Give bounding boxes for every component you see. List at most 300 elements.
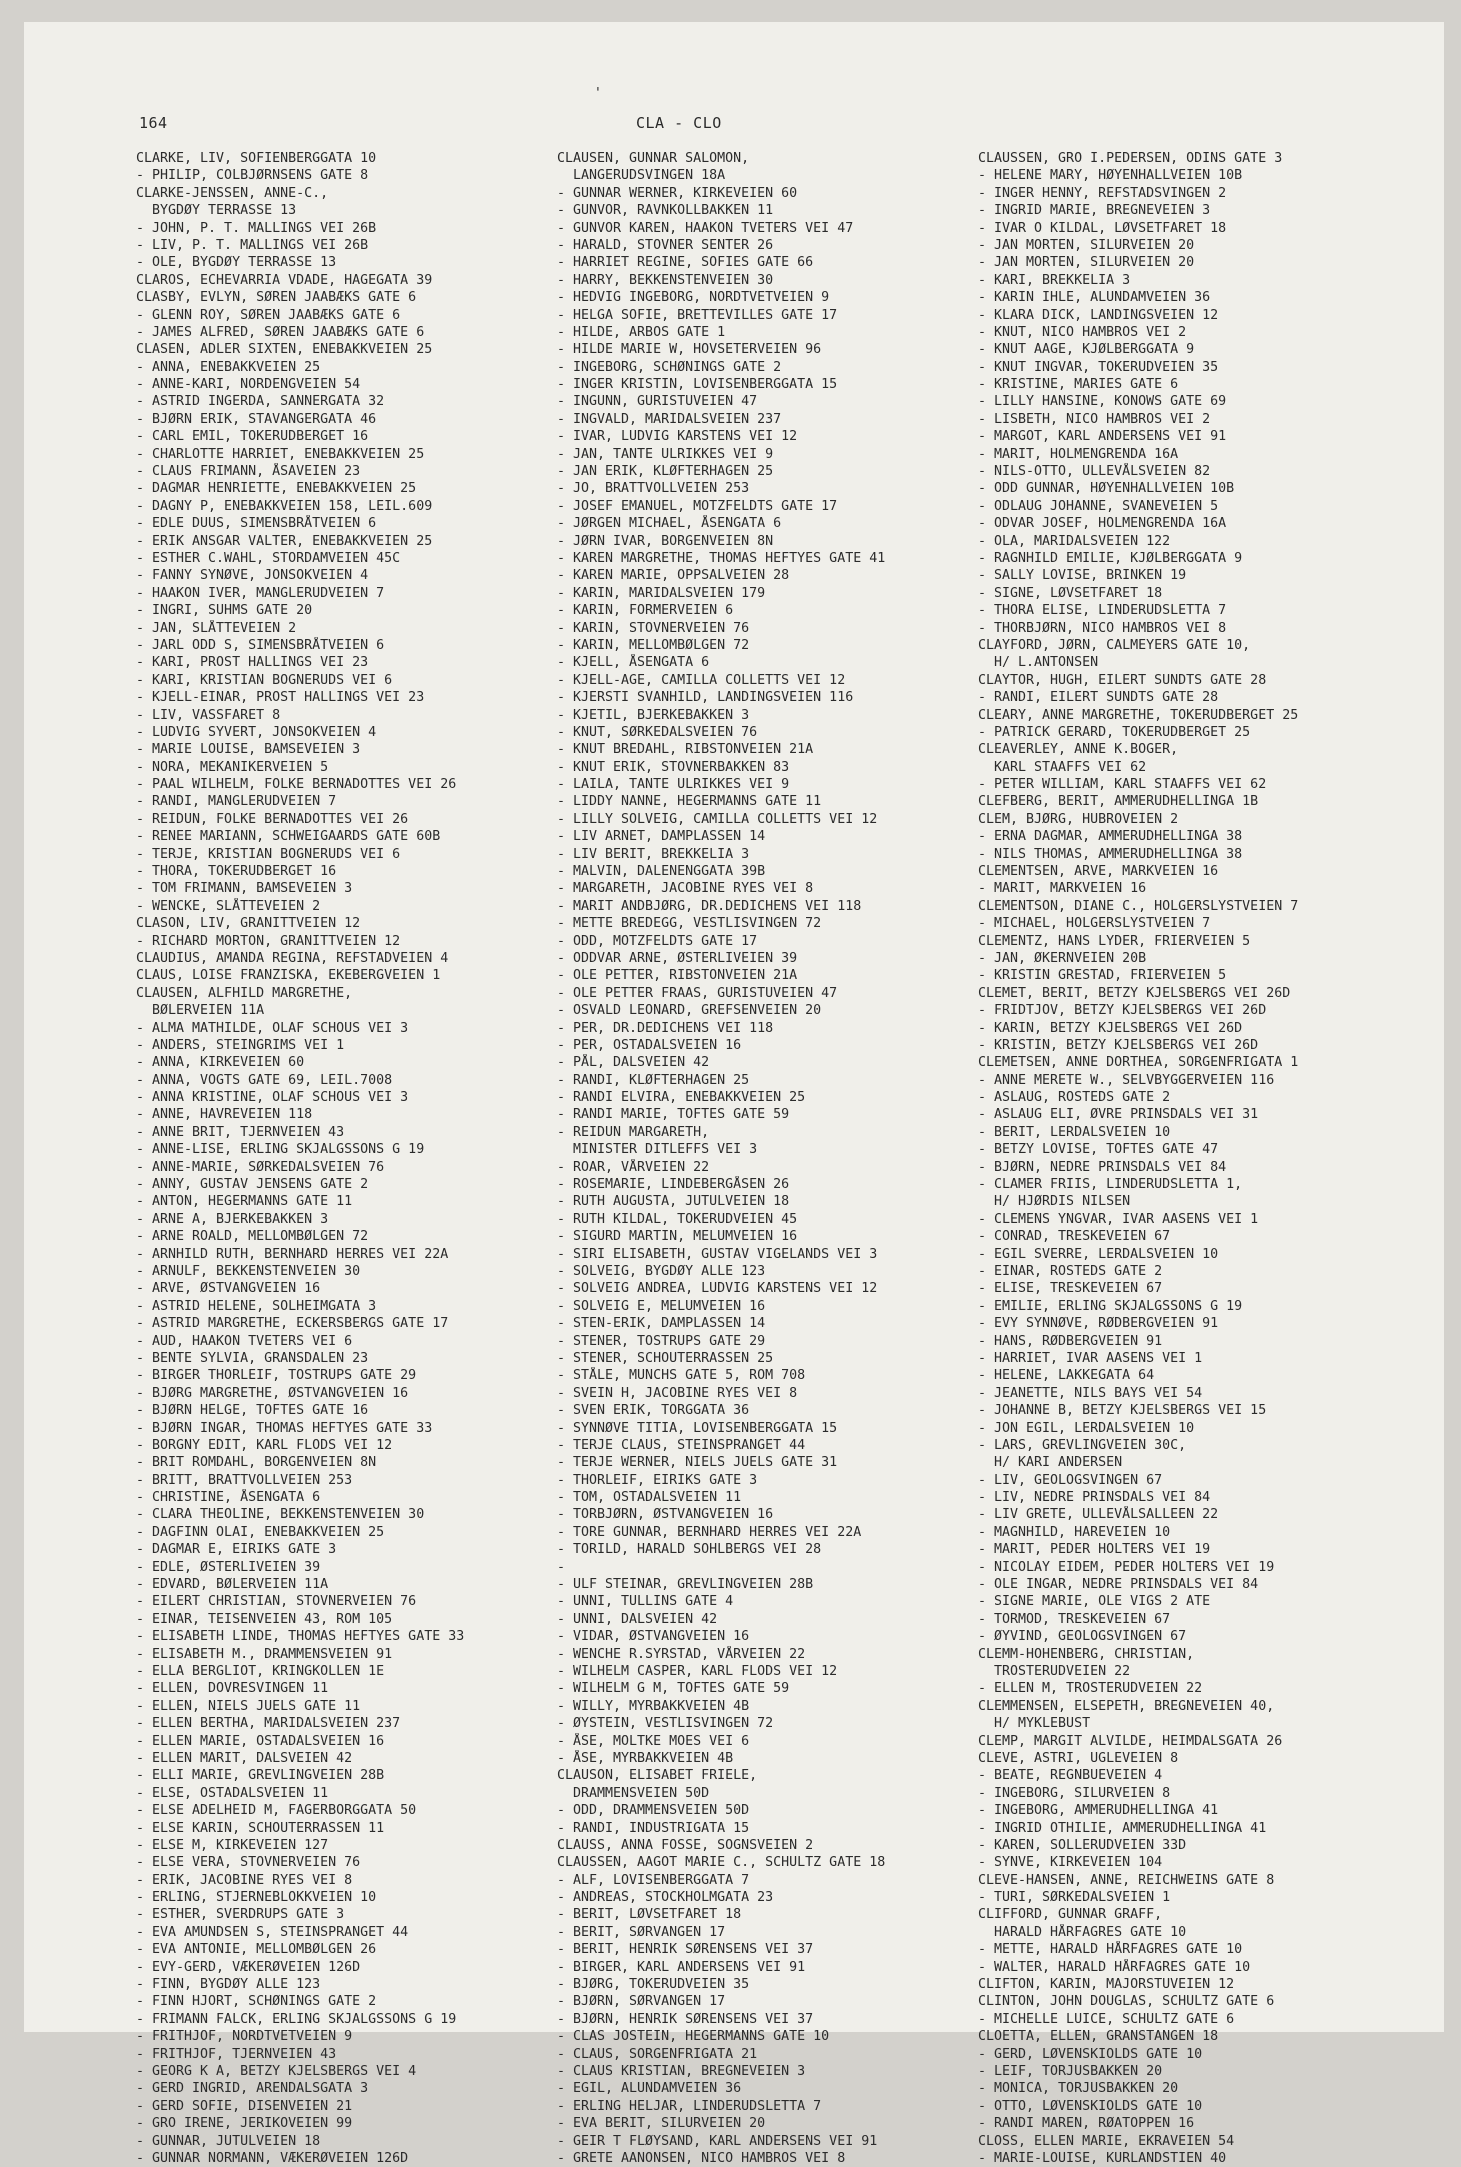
listing-line: CLOETTA, ELLEN, GRANSTANGEN 18 — [978, 2029, 1219, 2045]
listing-line: CLAYFORD, JØRN, CALMEYERS GATE 10, — [978, 637, 1251, 653]
listing-line: H/ KARI ANDERSEN — [978, 1455, 1123, 1471]
listing-line: - ELISE, TRESKEVEIEN 67 — [978, 1281, 1163, 1297]
listing-line: - EVA ANTONIE, MELLOMBØLGEN 26 — [136, 1942, 377, 1958]
listing-line: - PHILIP, COLBJØRNSENS GATE 8 — [136, 168, 369, 184]
listing-line: - CHARLOTTE HARRIET, ENEBAKKVEIEN 25 — [136, 446, 425, 462]
listing-line: - RANDI ELVIRA, ENEBAKKVEIEN 25 — [557, 1090, 806, 1106]
listing-line: - LILLY HANSINE, KONOWS GATE 69 — [978, 394, 1227, 410]
listing-line: - JØRN IVAR, BORGENVEIEN 8N — [557, 533, 774, 549]
listing-line: - CARL EMIL, TOKERUDBERGET 16 — [136, 429, 369, 445]
listing-line: - FRITHJOF, TJERNVEIEN 43 — [136, 2046, 337, 2062]
listing-line: CLEMETSEN, ANNE DORTHEA, SORGENFRIGATA 1 — [978, 1055, 1299, 1071]
listing-line: DRAMMENSVEIEN 50D — [557, 1785, 710, 1801]
listing-line: - NILS THOMAS, AMMERUDHELLINGA 38 — [978, 846, 1243, 862]
listing-line: - THORA ELISE, LINDERUDSLETTA 7 — [978, 603, 1227, 619]
listing-line: - BERIT, HENRIK SØRENSENS VEI 37 — [557, 1942, 814, 1958]
listing-line: - SIGURD MARTIN, MELUMVEIEN 16 — [557, 1229, 798, 1245]
listing-line: - ANNA, VOGTS GATE 69, LEIL.7008 — [136, 1072, 393, 1088]
listing-line: - ANNE-KARI, NORDENGVEIEN 54 — [136, 377, 361, 393]
listing-line: - ELLEN BERTHA, MARIDALSVEIEN 237 — [136, 1716, 401, 1732]
listing-line: - TORMOD, TRESKEVEIEN 67 — [978, 1611, 1171, 1627]
listing-line: CLEMP, MARGIT ALVILDE, HEIMDALSGATA 26 — [978, 1733, 1283, 1749]
listing-line: CLAUSS, ANNA FOSSE, SOGNSVEIEN 2 — [557, 1837, 814, 1853]
listing-line: CLEMET, BERIT, BETZY KJELSBERGS VEI 26D — [978, 985, 1291, 1001]
column-right — [978, 150, 1408, 2167]
listing-line: - OLE PETTER, RIBSTONVEIEN 21A — [557, 968, 798, 984]
listing-line: - KNUT BREDAHL, RIBSTONVEIEN 21A — [557, 742, 814, 758]
listing-line: - MARIT, HOLMENGRENDA 16A — [978, 446, 1179, 462]
listing-line: - BJØRN HELGE, TOFTES GATE 16 — [136, 1403, 369, 1419]
listing-line: CLEARY, ANNE MARGRETHE, TOKERUDBERGET 25 — [978, 707, 1299, 723]
listing-line: - RUTH KILDAL, TOKERUDVEIEN 45 — [557, 1211, 798, 1227]
listing-line: - JOHANNE B, BETZY KJELSBERGS VEI 15 — [978, 1403, 1267, 1419]
listing-line: - BORGNY EDIT, KARL FLODS VEI 12 — [136, 1437, 393, 1453]
listing-line: - ODD, MOTZFELDTS GATE 17 — [557, 933, 758, 949]
listing-line: CLIFTON, KARIN, MAJORSTUVEIEN 12 — [978, 1977, 1235, 1993]
listing-line: - PER, DR.DEDICHENS VEI 118 — [557, 1020, 774, 1036]
listing-line: - MARIE LOUISE, BAMSEVEIEN 3 — [136, 742, 361, 758]
listing-line: - ANNA, ENEBAKKVEIEN 25 — [136, 359, 321, 375]
listing-line: - LUDVIG SYVERT, JONSOKVEIEN 4 — [136, 724, 377, 740]
listing-line: - ELISABETH M., DRAMMENSVEIEN 91 — [136, 1646, 393, 1662]
listing-line: - EMILIE, ERLING SKJALGSSONS G 19 — [978, 1298, 1243, 1314]
listing-line: - ANNE BRIT, TJERNVEIEN 43 — [136, 1124, 345, 1140]
listing-line: - ROSEMARIE, LINDEBERGÅSEN 26 — [557, 1177, 790, 1193]
listing-line: - RANDI MAREN, RØATOPPEN 16 — [978, 2116, 1195, 2132]
listing-line: - KJELL, ÅSENGATA 6 — [557, 655, 710, 671]
listing-line: - UNNI, TULLINS GATE 4 — [557, 1594, 734, 1610]
listing-line: - CLAUS, SORGENFRIGATA 21 — [557, 2046, 758, 2062]
listing-line: - ELLA BERGLIOT, KRINGKOLLEN 1E — [136, 1663, 385, 1679]
listing-line: - LEIF, TORJUSBAKKEN 20 — [978, 2063, 1163, 2079]
listing-line: - — [557, 1559, 566, 1575]
listing-line: - HARRIET REGINE, SOFIES GATE 66 — [557, 255, 814, 271]
listing-line: - ODLAUG JOHANNE, SVANEVEIEN 5 — [978, 498, 1219, 514]
listing-line: BYGDØY TERRASSE 13 — [136, 203, 297, 219]
listing-line: - STEN-ERIK, DAMPLASSEN 14 — [557, 1316, 766, 1332]
listing-line: - NICOLAY EIDEM, PEDER HOLTERS VEI 19 — [978, 1559, 1275, 1575]
listing-line: - ELLEN, DOVRESVINGEN 11 — [136, 1681, 329, 1697]
listing-line: - WILHELM G M, TOFTES GATE 59 — [557, 1681, 790, 1697]
listing-line: - ARVE, ØSTVANGVEIEN 16 — [136, 1281, 321, 1297]
listing-line: - HELENE, LAKKEGATA 64 — [978, 1368, 1155, 1384]
listing-line: - BRIT ROMDAHL, BORGENVEIEN 8N — [136, 1455, 377, 1471]
listing-line: - GRETE AANONSEN, NICO HAMBROS VEI 8 — [557, 2150, 846, 2166]
listing-line: - KNUT ERIK, STOVNERBAKKEN 83 — [557, 759, 790, 775]
listing-line: - INGEBORG, AMMERUDHELLINGA 41 — [978, 1803, 1219, 1819]
listing-line: - ANNE, HAVREVEIEN 118 — [136, 1107, 313, 1123]
listing-line: CLEMENTZ, HANS LYDER, FRIERVEIEN 5 — [978, 933, 1251, 949]
column-left — [136, 150, 566, 2167]
listing-line: - ROAR, VÅRVEIEN 22 — [557, 1159, 710, 1175]
listing-line: - GUNNAR, JUTULVEIEN 18 — [136, 2133, 321, 2149]
listing-line: CLAUSEN, ALFHILD MARGRETHE, — [136, 985, 353, 1001]
listing-line: CLAUS, LOISE FRANZISKA, EKEBERGVEIEN 1 — [136, 968, 441, 984]
listing-line: KARL STAAFFS VEI 62 — [978, 759, 1147, 775]
listing-line: - BJØRG MARGRETHE, ØSTVANGVEIEN 16 — [136, 1385, 409, 1401]
listing-line: - CLAUS FRIMANN, ÅSAVEIEN 23 — [136, 464, 361, 480]
listing-line: - MICHELLE LUICE, SCHULTZ GATE 6 — [978, 2011, 1235, 2027]
listing-line: - FRIMANN FALCK, ERLING SKJALGSSONS G 19 — [136, 2011, 457, 2027]
listing-line: - CLEMENS YNGVAR, IVAR AASENS VEI 1 — [978, 1211, 1259, 1227]
listing-line: - MARIT, MARKVEIEN 16 — [978, 881, 1147, 897]
listing-line: - JAMES ALFRED, SØREN JAABÆKS GATE 6 — [136, 324, 425, 340]
listing-line: - INGRID MARIE, BREGNEVEIEN 3 — [978, 203, 1211, 219]
listing-line: - SOLVEIG, BYGDØY ALLE 123 — [557, 1264, 766, 1279]
listing-line: - ELLEN MARIE, OSTADALSVEIEN 16 — [136, 1733, 385, 1749]
listing-line: - NORA, MEKANIKERVEIEN 5 — [136, 759, 329, 775]
listing-line: - LILLY SOLVEIG, CAMILLA COLLETTS VEI 12 — [557, 811, 878, 827]
listing-line: - JAN ERIK, KLØFTERHAGEN 25 — [557, 464, 774, 480]
listing-line: - TURI, SØRKEDALSVEIEN 1 — [978, 1890, 1171, 1906]
directory-page — [24, 22, 1444, 2166]
listing-line: CLEVE, ASTRI, UGLEVEIEN 8 — [978, 1750, 1179, 1766]
listing-line: - WALTER, HARALD HÅRFAGRES GATE 10 — [978, 1959, 1251, 1975]
listing-line: - THORLEIF, EIRIKS GATE 3 — [557, 1472, 758, 1488]
listing-line: - ELSE KARIN, SCHOUTERRASSEN 11 — [136, 1820, 385, 1836]
listing-line: - KARIN, BETZY KJELSBERGS VEI 26D — [978, 1020, 1243, 1036]
listing-line: - HAAKON IVER, MANGLERUDVEIEN 7 — [136, 585, 385, 601]
listing-line: - FINN HJORT, SCHØNINGS GATE 2 — [136, 1994, 377, 2010]
listing-line: - ØYVIND, GEOLOGSVINGEN 67 — [978, 1629, 1187, 1645]
listing-line: - ASLAUG ELI, ØVRE PRINSDALS VEI 31 — [978, 1107, 1259, 1123]
listing-line: - RANDI, INDUSTRIGATA 15 — [557, 1820, 750, 1836]
listing-line: - OLE, BYGDØY TERRASSE 13 — [136, 255, 337, 271]
listing-line: - JEANETTE, NILS BAYS VEI 54 — [978, 1385, 1203, 1401]
listing-line: - KARIN IHLE, ALUNDAMVEIEN 36 — [978, 290, 1211, 306]
listing-line: - CLARA THEOLINE, BEKKENSTENVEIEN 30 — [136, 1507, 425, 1523]
listing-line: CLASBY, EVLYN, SØREN JAABÆKS GATE 6 — [136, 290, 417, 306]
listing-line: CLINTON, JOHN DOUGLAS, SCHULTZ GATE 6 — [978, 1994, 1275, 2010]
listing-line: - PAAL WILHELM, FOLKE BERNADOTTES VEI 26 — [136, 777, 457, 793]
listing-line: - BIRGER, KARL ANDERSENS VEI 91 — [557, 1959, 806, 1975]
listing-line: MINISTER DITLEFFS VEI 3 — [557, 1142, 758, 1158]
listing-line: CLEM, BJØRG, HUBROVEIEN 2 — [978, 811, 1179, 827]
listing-line: - LIV, VASSFARET 8 — [136, 707, 281, 723]
listing-line: - LAILA, TANTE ULRIKKES VEI 9 — [557, 777, 790, 793]
listing-line: - GRO IRENE, JERIKOVEIEN 99 — [136, 2116, 353, 2132]
listing-line: - ARNE A, BJERKEBAKKEN 3 — [136, 1211, 329, 1227]
listing-line: LANGERUDSVINGEN 18A — [557, 168, 726, 184]
listing-line: - BERIT, SØRVANGEN 17 — [557, 1924, 726, 1940]
listing-line: - SVEN ERIK, TORGGATA 36 — [557, 1403, 750, 1419]
listing-line: - GUNNAR WERNER, KIRKEVEIEN 60 — [557, 185, 798, 201]
listing-line: - EINAR, TEISENVEIEN 43, ROM 105 — [136, 1611, 393, 1627]
listing-line: - ALF, LOVISENBERGGATA 7 — [557, 1872, 750, 1888]
listing-line: - ELSE VERA, STOVNERVEIEN 76 — [136, 1855, 361, 1871]
listing-line: CLAUSSEN, AAGOT MARIE C., SCHULTZ GATE 18 — [557, 1855, 886, 1871]
listing-line: - ERLING HELJAR, LINDERUDSLETTA 7 — [557, 2098, 822, 2114]
listing-line: - OTTO, LØVENSKIOLDS GATE 10 — [978, 2098, 1203, 2114]
listing-line: - ODD GUNNAR, HØYENHALLVEIEN 10B — [978, 481, 1235, 497]
listing-line: - ELLEN M, TROSTERUDVEIEN 22 — [978, 1681, 1203, 1697]
listing-line: - KNUT, SØRKEDALSVEIEN 76 — [557, 724, 758, 740]
listing-line: - STENER, SCHOUTERRASSEN 25 — [557, 1350, 774, 1366]
listing-line: - KJELL-AGE, CAMILLA COLLETTS VEI 12 — [557, 672, 846, 688]
listing-line: CLARKE-JENSSEN, ANNE-C., — [136, 185, 329, 201]
listing-line: - BERIT, LØVSETFARET 18 — [557, 1907, 742, 1923]
listing-line: - INGVALD, MARIDALSVEIEN 237 — [557, 411, 782, 427]
listing-line: - CHRISTINE, ÅSENGATA 6 — [136, 1490, 321, 1506]
listing-line: - BENTE SYLVIA, GRANSDALEN 23 — [136, 1350, 369, 1366]
listing-line: - LISBETH, NICO HAMBROS VEI 2 — [978, 411, 1211, 427]
listing-line: CLASEN, ADLER SIXTEN, ENEBAKKVEIEN 25 — [136, 342, 433, 358]
listing-line: - MICHAEL, HOLGERSLYSTVEIEN 7 — [978, 916, 1211, 932]
listing-line: - ANNE MERETE W., SELVBYGGERVEIEN 116 — [978, 1072, 1275, 1088]
listing-line: CLAUSON, ELISABET FRIELE, — [557, 1768, 758, 1784]
listing-line: - ALMA MATHILDE, OLAF SCHOUS VEI 3 — [136, 1020, 409, 1036]
listing-line: - RENEE MARIANN, SCHWEIGAARDS GATE 60B — [136, 829, 441, 845]
listing-line: - HEDVIG INGEBORG, NORDTVETVEIEN 9 — [557, 290, 830, 306]
listing-line: - MARIT ANDBJØRG, DR.DEDICHENS VEI 118 — [557, 898, 862, 914]
listing-line: - TERJE CLAUS, STEINSPRANGET 44 — [557, 1437, 806, 1453]
listing-line: - LARS, GREVLINGVEIEN 30C, — [978, 1437, 1187, 1453]
listing-line: - GUNNAR NORMANN, VÆKERØVEIEN 126D — [136, 2150, 409, 2166]
listing-line: CLASON, LIV, GRANITTVEIEN 12 — [136, 916, 361, 932]
listing-line: - TOM, OSTADALSVEIEN 11 — [557, 1490, 742, 1506]
listing-line: - ARNHILD RUTH, BERNHARD HERRES VEI 22A — [136, 1246, 449, 1262]
listing-line: H/ L.ANTONSEN — [978, 655, 1099, 671]
listing-line: - OSVALD LEONARD, GREFSENVEIEN 20 — [557, 1003, 822, 1019]
listing-line: - STENER, TOSTRUPS GATE 29 — [557, 1333, 766, 1349]
listing-line: - MONICA, TORJUSBAKKEN 20 — [978, 2081, 1179, 2097]
listing-line: - EDVARD, BØLERVEIEN 11A — [136, 1577, 329, 1593]
listing-line: - OLA, MARIDALSVEIEN 122 — [978, 533, 1171, 549]
listing-line: - PETER WILLIAM, KARL STAAFFS VEI 62 — [978, 777, 1267, 793]
listing-line: - IVAR O KILDAL, LØVSETFARET 18 — [978, 220, 1227, 236]
listing-line: - KNUT INGVAR, TOKERUDVEIEN 35 — [978, 359, 1219, 375]
listing-line: - ANNA KRISTINE, OLAF SCHOUS VEI 3 — [136, 1090, 409, 1106]
listing-line: - KAREN MARGRETHE, THOMAS HEFTYES GATE 41 — [557, 550, 886, 566]
listing-line: - SIGNE, LØVSETFARET 18 — [978, 585, 1163, 601]
listing-line: - HARRIET, IVAR AASENS VEI 1 — [978, 1350, 1203, 1366]
listing-line: - PATRICK GERARD, TOKERUDBERGET 25 — [978, 724, 1251, 740]
listing-line: - THORA, TOKERUDBERGET 16 — [136, 864, 337, 880]
listing-line: - GERD INGRID, ARENDALSGATA 3 — [136, 2081, 369, 2097]
listing-line: - ELLEN, NIELS JUELS GATE 11 — [136, 1698, 361, 1714]
listing-line: - INGEBORG, SILURVEIEN 8 — [978, 1785, 1171, 1801]
listing-line: - MARIT, PEDER HOLTERS VEI 19 — [978, 1542, 1211, 1558]
listing-line: - KJELL-EINAR, PROST HALLINGS VEI 23 — [136, 690, 425, 706]
listing-line: - RUTH AUGUSTA, JUTULVEIEN 18 — [557, 1194, 790, 1210]
listing-line: - BIRGER THORLEIF, TOSTRUPS GATE 29 — [136, 1368, 417, 1384]
listing-line: - EGIL SVERRE, LERDALSVEIEN 10 — [978, 1246, 1219, 1262]
listing-line: - KNUT AAGE, KJØLBERGGATA 9 — [978, 342, 1195, 358]
listing-line: - KARIN, MARIDALSVEIEN 179 — [557, 585, 766, 601]
listing-line: - LIDDY NANNE, HEGERMANNS GATE 11 — [557, 794, 822, 810]
listing-line: - HANS, RØDBERGVEIEN 91 — [978, 1333, 1163, 1349]
listing-line: - ASTRID HELENE, SOLHEIMGATA 3 — [136, 1298, 377, 1314]
listing-line: HARALD HÅRFAGRES GATE 10 — [978, 1924, 1187, 1940]
column-middle — [557, 150, 987, 2167]
listing-line: - ODVAR JOSEF, HOLMENGRENDA 16A — [978, 516, 1227, 532]
listing-line: - EVY-GERD, VÆKERØVEIEN 126D — [136, 1959, 361, 1975]
page-range-header: CLA - CLO — [636, 114, 722, 132]
listing-line: - SYNNØVE TITIA, LOVISENBERGGATA 15 — [557, 1420, 838, 1436]
listing-line: - GEORG K A, BETZY KJELSBERGS VEI 4 — [136, 2063, 417, 2079]
listing-line: CLEVE-HANSEN, ANNE, REICHWEINS GATE 8 — [978, 1872, 1275, 1888]
listing-line: - ERIK, JACOBINE RYES VEI 8 — [136, 1872, 353, 1888]
listing-line: CLEMM-HOHENBERG, CHRISTIAN, — [978, 1646, 1195, 1662]
listing-line: - HELGA SOFIE, BRETTEVILLES GATE 17 — [557, 307, 838, 323]
listing-line: - FRIDTJOV, BETZY KJELSBERGS VEI 26D — [978, 1003, 1267, 1019]
listing-line: - ELLEN MARIT, DALSVEIEN 42 — [136, 1750, 353, 1766]
listing-line: - ELISABETH LINDE, THOMAS HEFTYES GATE 33 — [136, 1629, 465, 1645]
listing-line: - ASLAUG, ROSTEDS GATE 2 — [978, 1090, 1171, 1106]
listing-line: - DAGMAR HENRIETTE, ENEBAKKVEIEN 25 — [136, 481, 417, 497]
listing-line: CLAUSEN, GUNNAR SALOMON, — [557, 151, 750, 166]
listing-line: - EINAR, ROSTEDS GATE 2 — [978, 1264, 1163, 1279]
listing-line: - KAREN, SOLLERUDVEIEN 33D — [978, 1837, 1187, 1853]
listing-line: - JARL ODD S, SIMENSBRÅTVEIEN 6 — [136, 637, 385, 653]
listing-line: - BETZY LOVISE, TOFTES GATE 47 — [978, 1142, 1219, 1158]
listing-line: - FRITHJOF, NORDTVETVEIEN 9 — [136, 2029, 353, 2045]
listing-line: H/ HJØRDIS NILSEN — [978, 1194, 1131, 1210]
listing-line: - HILDE, ARBOS GATE 1 — [557, 324, 726, 340]
listing-line: - UNNI, DALSVEIEN 42 — [557, 1611, 718, 1627]
listing-line: - TERJE WERNER, NIELS JUELS GATE 31 — [557, 1455, 838, 1471]
listing-line: - BEATE, REGNBUEVEIEN 4 — [978, 1768, 1163, 1784]
listing-line: - LIV, NEDRE PRINSDALS VEI 84 — [978, 1490, 1211, 1506]
listing-line: - HELENE MARY, HØYENHALLVEIEN 10B — [978, 168, 1243, 184]
listing-line: - OLE PETTER FRAAS, GURISTUVEIEN 47 — [557, 985, 838, 1001]
listing-line: BØLERVEIEN 11A — [136, 1003, 265, 1019]
listing-line: - EDLE, ØSTERLIVEIEN 39 — [136, 1559, 321, 1575]
listing-line: - RICHARD MORTON, GRANITTVEIEN 12 — [136, 933, 401, 949]
listing-line: - WENCKE, SLÅTTEVEIEN 2 — [136, 898, 321, 914]
listing-line: - GUNVOR KAREN, HAAKON TVETERS VEI 47 — [557, 220, 854, 236]
listing-line: - SIGNE MARIE, OLE VIGS 2 ATE — [978, 1594, 1211, 1610]
listing-line: - KAREN MARIE, OPPSALVEIEN 28 — [557, 568, 790, 584]
listing-line: - HARALD, STOVNER SENTER 26 — [557, 237, 774, 253]
listing-line: - ULF STEINAR, GREVLINGVEIEN 28B — [557, 1577, 814, 1593]
listing-line: - CLAS JOSTEIN, HEGERMANNS GATE 10 — [557, 2029, 830, 2045]
listing-line: - INGEBORG, SCHØNINGS GATE 2 — [557, 359, 782, 375]
listing-line: - JOHN, P. T. MALLINGS VEI 26B — [136, 220, 377, 236]
listing-line: - GERD SOFIE, DISENVEIEN 21 — [136, 2098, 353, 2114]
listing-line: - KRISTIN, BETZY KJELSBERGS VEI 26D — [978, 1037, 1259, 1053]
listing-line: - JON EGIL, LERDALSVEIEN 10 — [978, 1420, 1195, 1436]
listing-line: - GERD, LØVENSKIOLDS GATE 10 — [978, 2046, 1203, 2062]
listing-line: - LIV GRETE, ULLEVÅLSALLEEN 22 — [978, 1507, 1219, 1523]
listing-line: - GLENN ROY, SØREN JAABÆKS GATE 6 — [136, 307, 401, 323]
listing-line: - BJØRN ERIK, STAVANGERGATA 46 — [136, 411, 377, 427]
listing-line: - TERJE, KRISTIAN BOGNERUDS VEI 6 — [136, 846, 401, 862]
listing-line: - LIV, GEOLOGSVINGEN 67 — [978, 1472, 1163, 1488]
listing-line: - TORBJØRN, ØSTVANGVEIEN 16 — [557, 1507, 774, 1523]
listing-line: - ARNULF, BEKKENSTENVEIEN 30 — [136, 1264, 361, 1279]
listing-line: - STÅLE, MUNCHS GATE 5, ROM 708 — [557, 1368, 806, 1384]
listing-line: - RAGNHILD EMILIE, KJØLBERGGATA 9 — [978, 550, 1243, 566]
listing-line: TROSTERUDVEIEN 22 — [978, 1663, 1131, 1679]
listing-line: - KLARA DICK, LANDINGSVEIEN 12 — [978, 307, 1219, 323]
listing-line: CLARKE, LIV, SOFIENBERGGATA 10 — [136, 151, 377, 166]
listing-line: - REIDUN, FOLKE BERNADOTTES VEI 26 — [136, 811, 409, 827]
listing-line: - RANDI, KLØFTERHAGEN 25 — [557, 1072, 750, 1088]
listing-line: - OLE INGAR, NEDRE PRINSDALS VEI 84 — [978, 1577, 1259, 1593]
listing-line: CLAUDIUS, AMANDA REGINA, REFSTADVEIEN 4 — [136, 950, 449, 966]
listing-line: CLAUSSEN, GRO I.PEDERSEN, ODINS GATE 3 — [978, 151, 1283, 166]
listing-line: - LIV BERIT, BREKKELIA 3 — [557, 846, 750, 862]
listing-line: - EVA AMUNDSEN S, STEINSPRANGET 44 — [136, 1924, 409, 1940]
listing-line: - RANDI, EILERT SUNDTS GATE 28 — [978, 690, 1219, 706]
listing-line: - ESTHER C.WAHL, STORDAMVEIEN 45C — [136, 550, 401, 566]
listing-line: - HILDE MARIE W, HOVSETERVEIEN 96 — [557, 342, 822, 358]
listing-line: - TORE GUNNAR, BERNHARD HERRES VEI 22A — [557, 1524, 862, 1540]
listing-line: CLIFFORD, GUNNAR GRAFF, — [978, 1907, 1163, 1923]
listing-line: CLOSS, ELLEN MARIE, EKRAVEIEN 54 — [978, 2133, 1235, 2149]
listing-line: - VIDAR, ØSTVANGVEIEN 16 — [557, 1629, 750, 1645]
listing-line: - ARNE ROALD, MELLOMBØLGEN 72 — [136, 1229, 369, 1245]
listing-line: - DAGFINN OLAI, ENEBAKKVEIEN 25 — [136, 1524, 385, 1540]
listing-line: - ELSE ADELHEID M, FAGERBORGGATA 50 — [136, 1803, 417, 1819]
listing-line: - SVEIN H, JACOBINE RYES VEI 8 — [557, 1385, 798, 1401]
listing-line: - SYNVE, KIRKEVEIEN 104 — [978, 1855, 1163, 1871]
listing-line: CLEMENTSEN, ARVE, MARKVEIEN 16 — [978, 864, 1219, 880]
listing-line: - ASTRID INGERDA, SANNERGATA 32 — [136, 394, 385, 410]
listing-line: - DAGMAR E, EIRIKS GATE 3 — [136, 1542, 337, 1558]
listing-line: - KRISTIN GRESTAD, FRIERVEIEN 5 — [978, 968, 1227, 984]
listing-line: - SALLY LOVISE, BRINKEN 19 — [978, 568, 1187, 584]
listing-line: - EVA BERIT, SILURVEIEN 20 — [557, 2116, 766, 2132]
listing-line: - ODD, DRAMMENSVEIEN 50D — [557, 1803, 750, 1819]
listing-line: - JØRGEN MICHAEL, ÅSENGATA 6 — [557, 516, 782, 532]
listing-line: - GEIR T FLØYSAND, KARL ANDERSENS VEI 91 — [557, 2133, 878, 2149]
listing-line: CLEMMENSEN, ELSEPETH, BREGNEVEIEN 40, — [978, 1698, 1275, 1714]
listing-line: - PER, OSTADALSVEIEN 16 — [557, 1037, 742, 1053]
listing-line: - MARGOT, KARL ANDERSENS VEI 91 — [978, 429, 1227, 445]
listing-line: - BJØRG, TOKERUDVEIEN 35 — [557, 1977, 750, 1993]
listing-line: - JOSEF EMANUEL, MOTZFELDTS GATE 17 — [557, 498, 838, 514]
listing-line: - FANNY SYNØVE, JONSOKVEIEN 4 — [136, 568, 369, 584]
listing-line: - MAGNHILD, HAREVEIEN 10 — [978, 1524, 1171, 1540]
listing-line: - WENCHE R.SYRSTAD, VÅRVEIEN 22 — [557, 1646, 806, 1662]
listing-line: - MALVIN, DALENENGGATA 39B — [557, 864, 766, 880]
listing-line: - KARI, BREKKELIA 3 — [978, 272, 1131, 288]
listing-line: - TOM FRIMANN, BAMSEVEIEN 3 — [136, 881, 353, 897]
listing-line: - ELSE, OSTADALSVEIEN 11 — [136, 1785, 329, 1801]
listing-line: - AUD, HAAKON TVETERS VEI 6 — [136, 1333, 353, 1349]
listing-line: - MARGARETH, JACOBINE RYES VEI 8 — [557, 881, 814, 897]
listing-line: - INGRI, SUHMS GATE 20 — [136, 603, 313, 619]
listing-line: - BJØRN INGAR, THOMAS HEFTYES GATE 33 — [136, 1420, 433, 1436]
listing-line: - CLAUS KRISTIAN, BREGNEVEIEN 3 — [557, 2063, 806, 2079]
listing-line: - EILERT CHRISTIAN, STOVNERVEIEN 76 — [136, 1594, 417, 1610]
listing-line: - MARIE-LOUISE, KURLANDSTIEN 40 — [978, 2150, 1227, 2166]
listing-line: - RANDI MARIE, TOFTES GATE 59 — [557, 1107, 790, 1123]
listing-line: - ANDERS, STEINGRIMS VEI 1 — [136, 1037, 345, 1053]
listing-line: - METTE, HARALD HÅRFAGRES GATE 10 — [978, 1942, 1243, 1958]
listing-line: CLAYTOR, HUGH, EILERT SUNDTS GATE 28 — [978, 672, 1267, 688]
listing-line: - TORILD, HARALD SOHLBERGS VEI 28 — [557, 1542, 822, 1558]
listing-line: - EDLE DUUS, SIMENSBRÅTVEIEN 6 — [136, 516, 377, 532]
listing-line: - KJETIL, BJERKEBAKKEN 3 — [557, 707, 750, 723]
listing-line: - ANNA, KIRKEVEIEN 60 — [136, 1055, 305, 1071]
listing-line: - BJØRN, HENRIK SØRENSENS VEI 37 — [557, 2011, 814, 2027]
tick-mark: ' — [594, 86, 603, 101]
listing-line: - KARIN, STOVNERVEIEN 76 — [557, 620, 750, 636]
listing-line: - EVY SYNNØVE, RØDBERGVEIEN 91 — [978, 1316, 1219, 1332]
listing-line: - INGRID OTHILIE, AMMERUDHELLINGA 41 — [978, 1820, 1267, 1836]
listing-line: - PÅL, DALSVEIEN 42 — [557, 1055, 710, 1071]
listing-line: - KNUT, NICO HAMBROS VEI 2 — [978, 324, 1187, 340]
listing-line: - EGIL, ALUNDAMVEIEN 36 — [557, 2081, 742, 2097]
listing-line: - ÅSE, MYRBAKKVEIEN 4B — [557, 1750, 734, 1766]
listing-line: - KARI, PROST HALLINGS VEI 23 — [136, 655, 369, 671]
listing-line: - DAGNY P, ENEBAKKVEIEN 158, LEIL.609 — [136, 498, 433, 514]
listing-line: - ÅSE, MOLTKE MOES VEI 6 — [557, 1733, 750, 1749]
listing-line: - ASTRID MARGRETHE, ECKERSBERGS GATE 17 — [136, 1316, 449, 1332]
